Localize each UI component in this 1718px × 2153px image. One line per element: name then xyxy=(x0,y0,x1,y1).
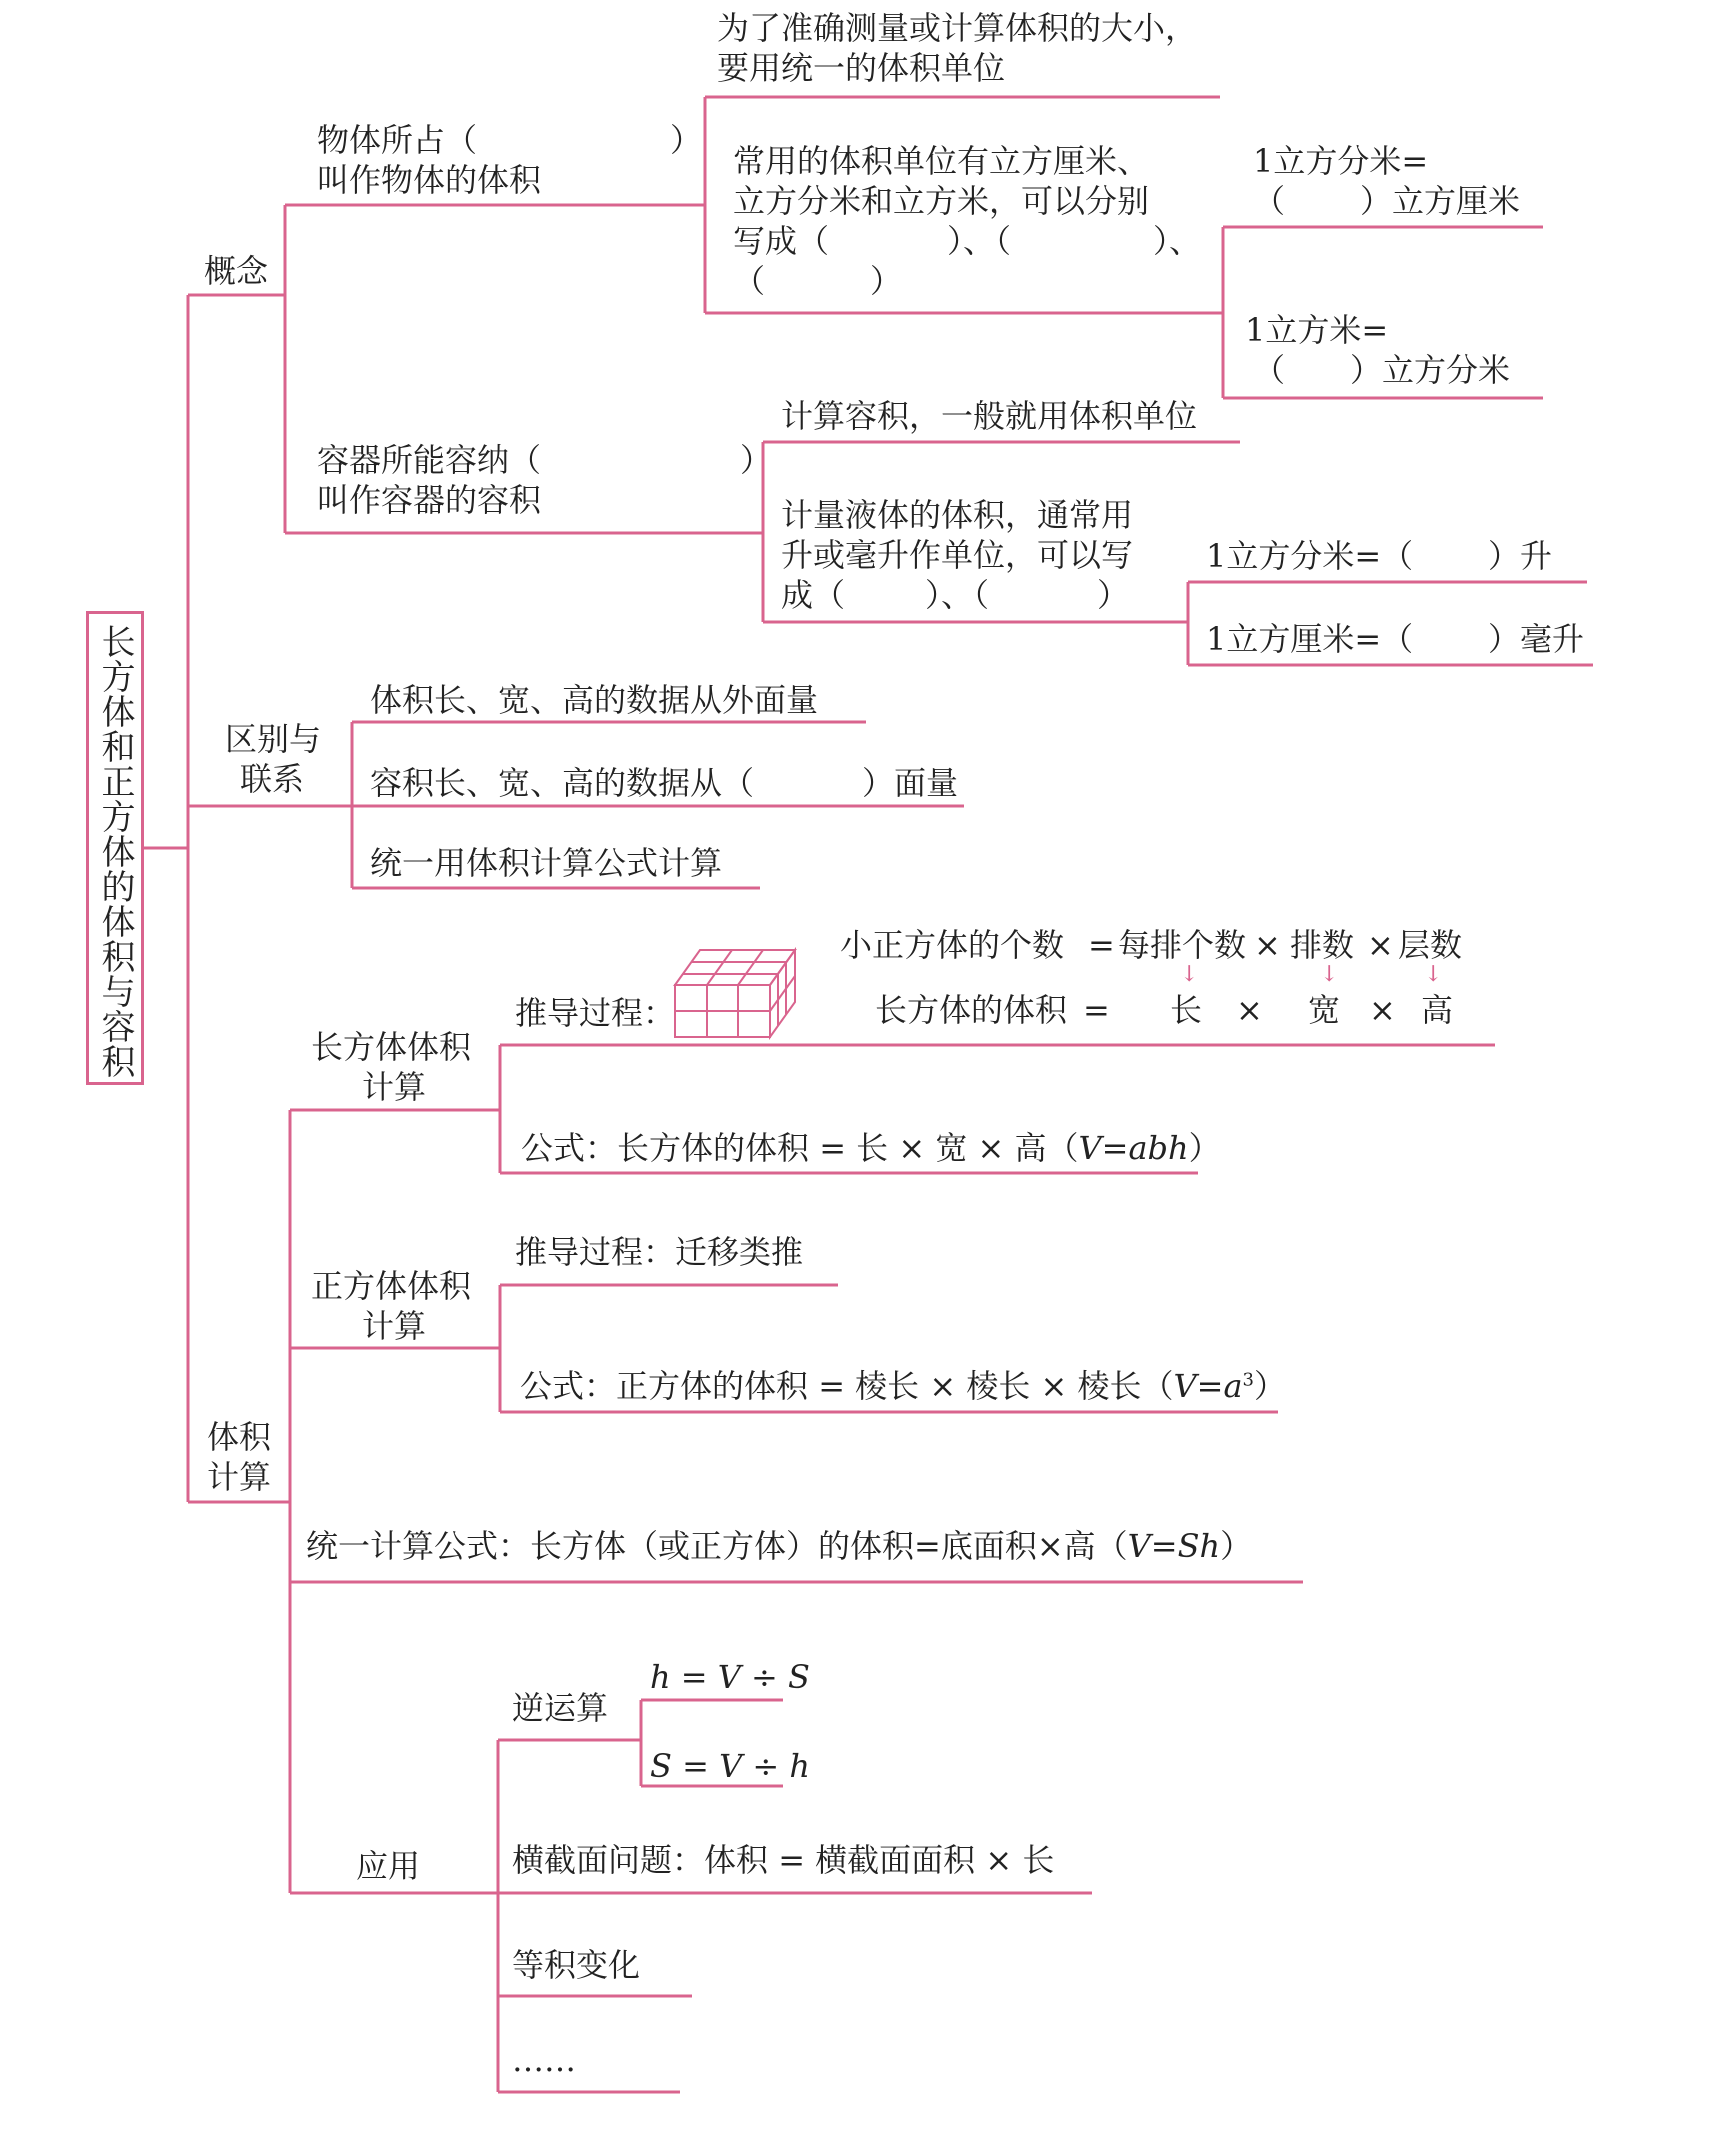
dm3-l-a: 1立方分米=（ xyxy=(1206,537,1414,575)
cuboid-label-line1: 长方体体积 xyxy=(311,1028,472,1066)
liquid-units-line2: 升或毫升作单位，可以写 xyxy=(781,536,1134,574)
liquid-units-line3b: ）、（ xyxy=(925,576,990,614)
cube-label-line1: 正方体体积 xyxy=(311,1267,472,1305)
capacity-def-close: ） xyxy=(740,441,773,479)
dm3-cm3-unit: ）立方厘米 xyxy=(1360,182,1521,220)
cube-derivation: 推导过程：迁移类推 xyxy=(515,1233,804,1271)
common-units-line1: 常用的体积单位有立方厘米、 xyxy=(733,142,1150,180)
cuboid-derivation-label: 推导过程： xyxy=(515,994,676,1032)
equal-volume-change: 等积变化 xyxy=(512,1946,641,1984)
common-units-line4a: （ xyxy=(733,262,766,300)
common-units-line4b: ） xyxy=(870,262,903,300)
common-units-line3a: 写成（ xyxy=(733,222,830,260)
liquid-units-line3a: 成（ xyxy=(781,576,846,614)
difference-item-capacity-a: 容积长、宽、高的数据从（ xyxy=(370,764,755,802)
root-node xyxy=(86,611,144,1085)
concept-label: 概念 xyxy=(204,252,269,290)
common-units-line3c: ）、 xyxy=(1153,222,1202,260)
cm3-ml-a: 1立方厘米=（ xyxy=(1206,620,1414,658)
count-line-eq: = xyxy=(1088,926,1115,964)
liquid-units-line3c: ） xyxy=(1097,576,1130,614)
root-title: 长方体和正方体的体积与容积 xyxy=(95,624,135,1079)
common-units-line2: 立方分米和立方米，可以分别 xyxy=(733,182,1150,220)
dm3-l-b: ）升 xyxy=(1488,537,1553,575)
m3-dm3-open: （ xyxy=(1253,351,1286,389)
count-line-x1: × xyxy=(1254,926,1281,964)
volume-line-width: 宽 xyxy=(1308,991,1341,1029)
count-line-a: 小正方体的个数 xyxy=(840,926,1065,964)
volume-line-x2: × xyxy=(1369,991,1396,1029)
arrow-down-icon: ↓ xyxy=(1424,962,1443,987)
common-units-line3b: ）、（ xyxy=(947,222,1012,260)
cuboid-label-line2: 计算 xyxy=(362,1068,427,1106)
capacity-unit: 计算容积，一般就用体积单位 xyxy=(781,397,1198,435)
arrow-down-icon: ↓ xyxy=(1320,962,1339,987)
calc-label-line2: 计算 xyxy=(207,1458,272,1496)
count-line-layers: 层数 xyxy=(1398,926,1463,964)
volume-line-length: 长 xyxy=(1170,991,1203,1029)
cuboid-formula: 公式：长方体的体积 = 长 × 宽 × 高（V=abh） xyxy=(521,1129,1221,1167)
cm3-ml-b: ）毫升 xyxy=(1488,620,1585,658)
application-label: 应用 xyxy=(356,1847,421,1885)
count-line-rows: 排数 xyxy=(1290,926,1355,964)
volume-line-eq: = xyxy=(1083,991,1110,1029)
volume-line-height: 高 xyxy=(1421,991,1454,1029)
unified-formula: 统一计算公式：长方体（或正方体）的体积=底面积×高（V=Sh） xyxy=(306,1527,1253,1565)
unified-unit-line2: 要用统一的体积单位 xyxy=(717,49,1006,87)
difference-label-line2: 联系 xyxy=(240,760,305,798)
volume-line-x1: × xyxy=(1236,991,1263,1029)
difference-item-capacity-b: ）面量 xyxy=(862,764,959,802)
difference-label-line1: 区别与 xyxy=(225,720,322,758)
cube-label-line2: 计算 xyxy=(362,1307,427,1345)
inverse-formula-s: S = V ÷ h xyxy=(650,1747,810,1785)
liquid-units-line1: 计量液体的体积，通常用 xyxy=(781,496,1134,534)
capacity-def-line2: 叫作容器的容积 xyxy=(317,481,542,519)
m3-dm3-unit: ）立方分米 xyxy=(1350,351,1511,389)
inverse-label: 逆运算 xyxy=(512,1689,609,1727)
capacity-def-line1: 容器所能容纳（ xyxy=(317,441,542,479)
dm3-cm3-line1: 1立方分米= xyxy=(1253,142,1429,180)
difference-item-unified: 统一用体积计算公式计算 xyxy=(370,844,723,882)
volume-def-line2: 叫作物体的体积 xyxy=(317,161,542,199)
cube-grid-icon xyxy=(675,950,795,1037)
volume-def-close: ） xyxy=(670,121,703,159)
volume-def-line1: 物体所占（ xyxy=(317,121,478,159)
more-items: …… xyxy=(512,2041,576,2079)
count-line-per-row: 每排个数 xyxy=(1118,926,1247,964)
cross-section-formula: 横截面问题：体积 = 横截面面积 × 长 xyxy=(512,1841,1055,1879)
dm3-cm3-open: （ xyxy=(1253,182,1286,220)
count-line-x2: × xyxy=(1367,926,1394,964)
cube-formula: 公式：正方体的体积 = 棱长 × 棱长 × 棱长$(V=a^3)$ xyxy=(520,1367,1286,1405)
m3-dm3-line1: 1立方米= xyxy=(1245,311,1389,349)
inverse-formula-h: h = V ÷ S xyxy=(650,1658,810,1696)
difference-item-volume: 体积长、宽、高的数据从外面量 xyxy=(370,681,819,719)
unified-unit-line1: 为了准确测量或计算体积的大小， xyxy=(717,9,1198,47)
arrow-down-icon: ↓ xyxy=(1180,962,1199,987)
volume-line-a: 长方体的体积 xyxy=(875,991,1068,1029)
calc-label-line1: 体积 xyxy=(207,1418,272,1456)
